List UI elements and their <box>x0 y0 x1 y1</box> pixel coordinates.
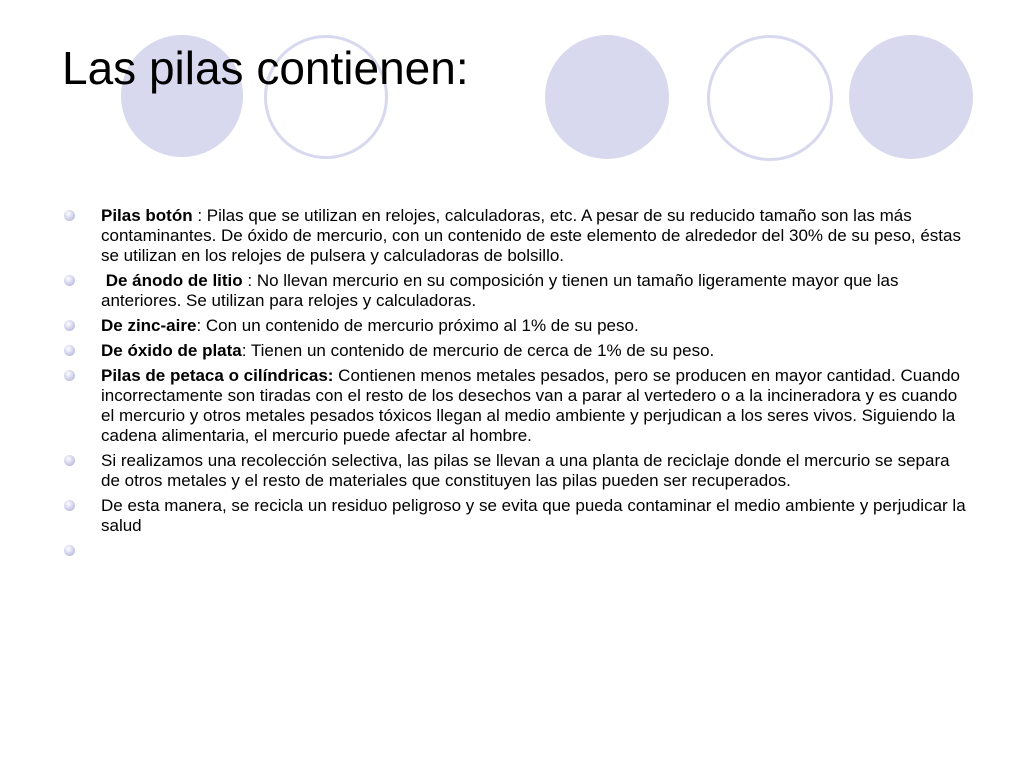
bullet-icon <box>64 275 75 286</box>
list-item-empty <box>60 541 970 561</box>
item-text: : Tienen un contenido de mercurio de cerca de 1% de su peso. <box>241 341 715 360</box>
bullet-icon <box>64 345 75 356</box>
item-lead: De óxido de plata <box>101 341 242 360</box>
item-text: : Con un contenido de mercurio próximo al 1% de su peso. <box>196 316 639 335</box>
list-item <box>60 366 970 446</box>
bullet-list <box>60 206 970 566</box>
item-text: : No llevan mercurio en su composición y tienen un tamaño ligeramente mayor que las anteriores. Se utilizan para relojes y calculadoras. <box>101 271 899 310</box>
list-item <box>60 271 970 311</box>
slide-title: Las pilas contienen: <box>62 42 469 94</box>
decorative-circle-filled <box>849 35 973 159</box>
item-text: : Pilas que se utilizan en relojes, calculadoras, etc. A pesar de su reducido tamaño son las más contaminantes. De óxido de mercurio, con un contenido de este elemento de alrededor del 30% de su peso, éstas se utilizan en los relojes de pulsera y calculadoras de bolsillo. <box>101 206 961 265</box>
bullet-icon <box>64 545 75 556</box>
decorative-circle-filled <box>545 35 669 159</box>
item-lead: De zinc-aire <box>101 316 197 335</box>
list-item <box>60 206 970 266</box>
list-item <box>60 451 970 491</box>
bullet-icon <box>64 370 75 381</box>
list-item <box>60 316 970 336</box>
item-text: Si realizamos una recolección selectiva, las pilas se llevan a una planta de reciclaje donde el mercurio se separa de otros metales y el resto de materiales que constituyen las pilas pueden ser recuperados. <box>101 451 950 490</box>
item-lead: Pilas de petaca o cilíndricas: <box>101 366 334 385</box>
item-text: Contienen menos metales pesados, pero se producen en mayor cantidad. Cuando incorrectamente son tiradas con el resto de los desechos van a parar al vertedero o a la incineradora y es cuando el mercurio y otros metales pesados tóxicos llegan al medio ambiente y perjudican a los seres vivos. Siguiendo la cadena alimentaria, el mercurio puede afectar al hombre. <box>101 366 960 445</box>
item-lead: Pilas botón <box>101 206 193 225</box>
bullet-icon <box>64 500 75 511</box>
item-lead: De ánodo de litio <box>101 271 243 290</box>
decorative-circle-ring <box>707 35 833 161</box>
list-item <box>60 341 970 361</box>
bullet-icon <box>64 455 75 466</box>
list-item <box>60 496 970 536</box>
item-text: De esta manera, se recicla un residuo peligroso y se evita que pueda contaminar el medio ambiente y perjudicar la salud <box>101 496 966 535</box>
bullet-icon <box>64 210 75 221</box>
bullet-icon <box>64 320 75 331</box>
